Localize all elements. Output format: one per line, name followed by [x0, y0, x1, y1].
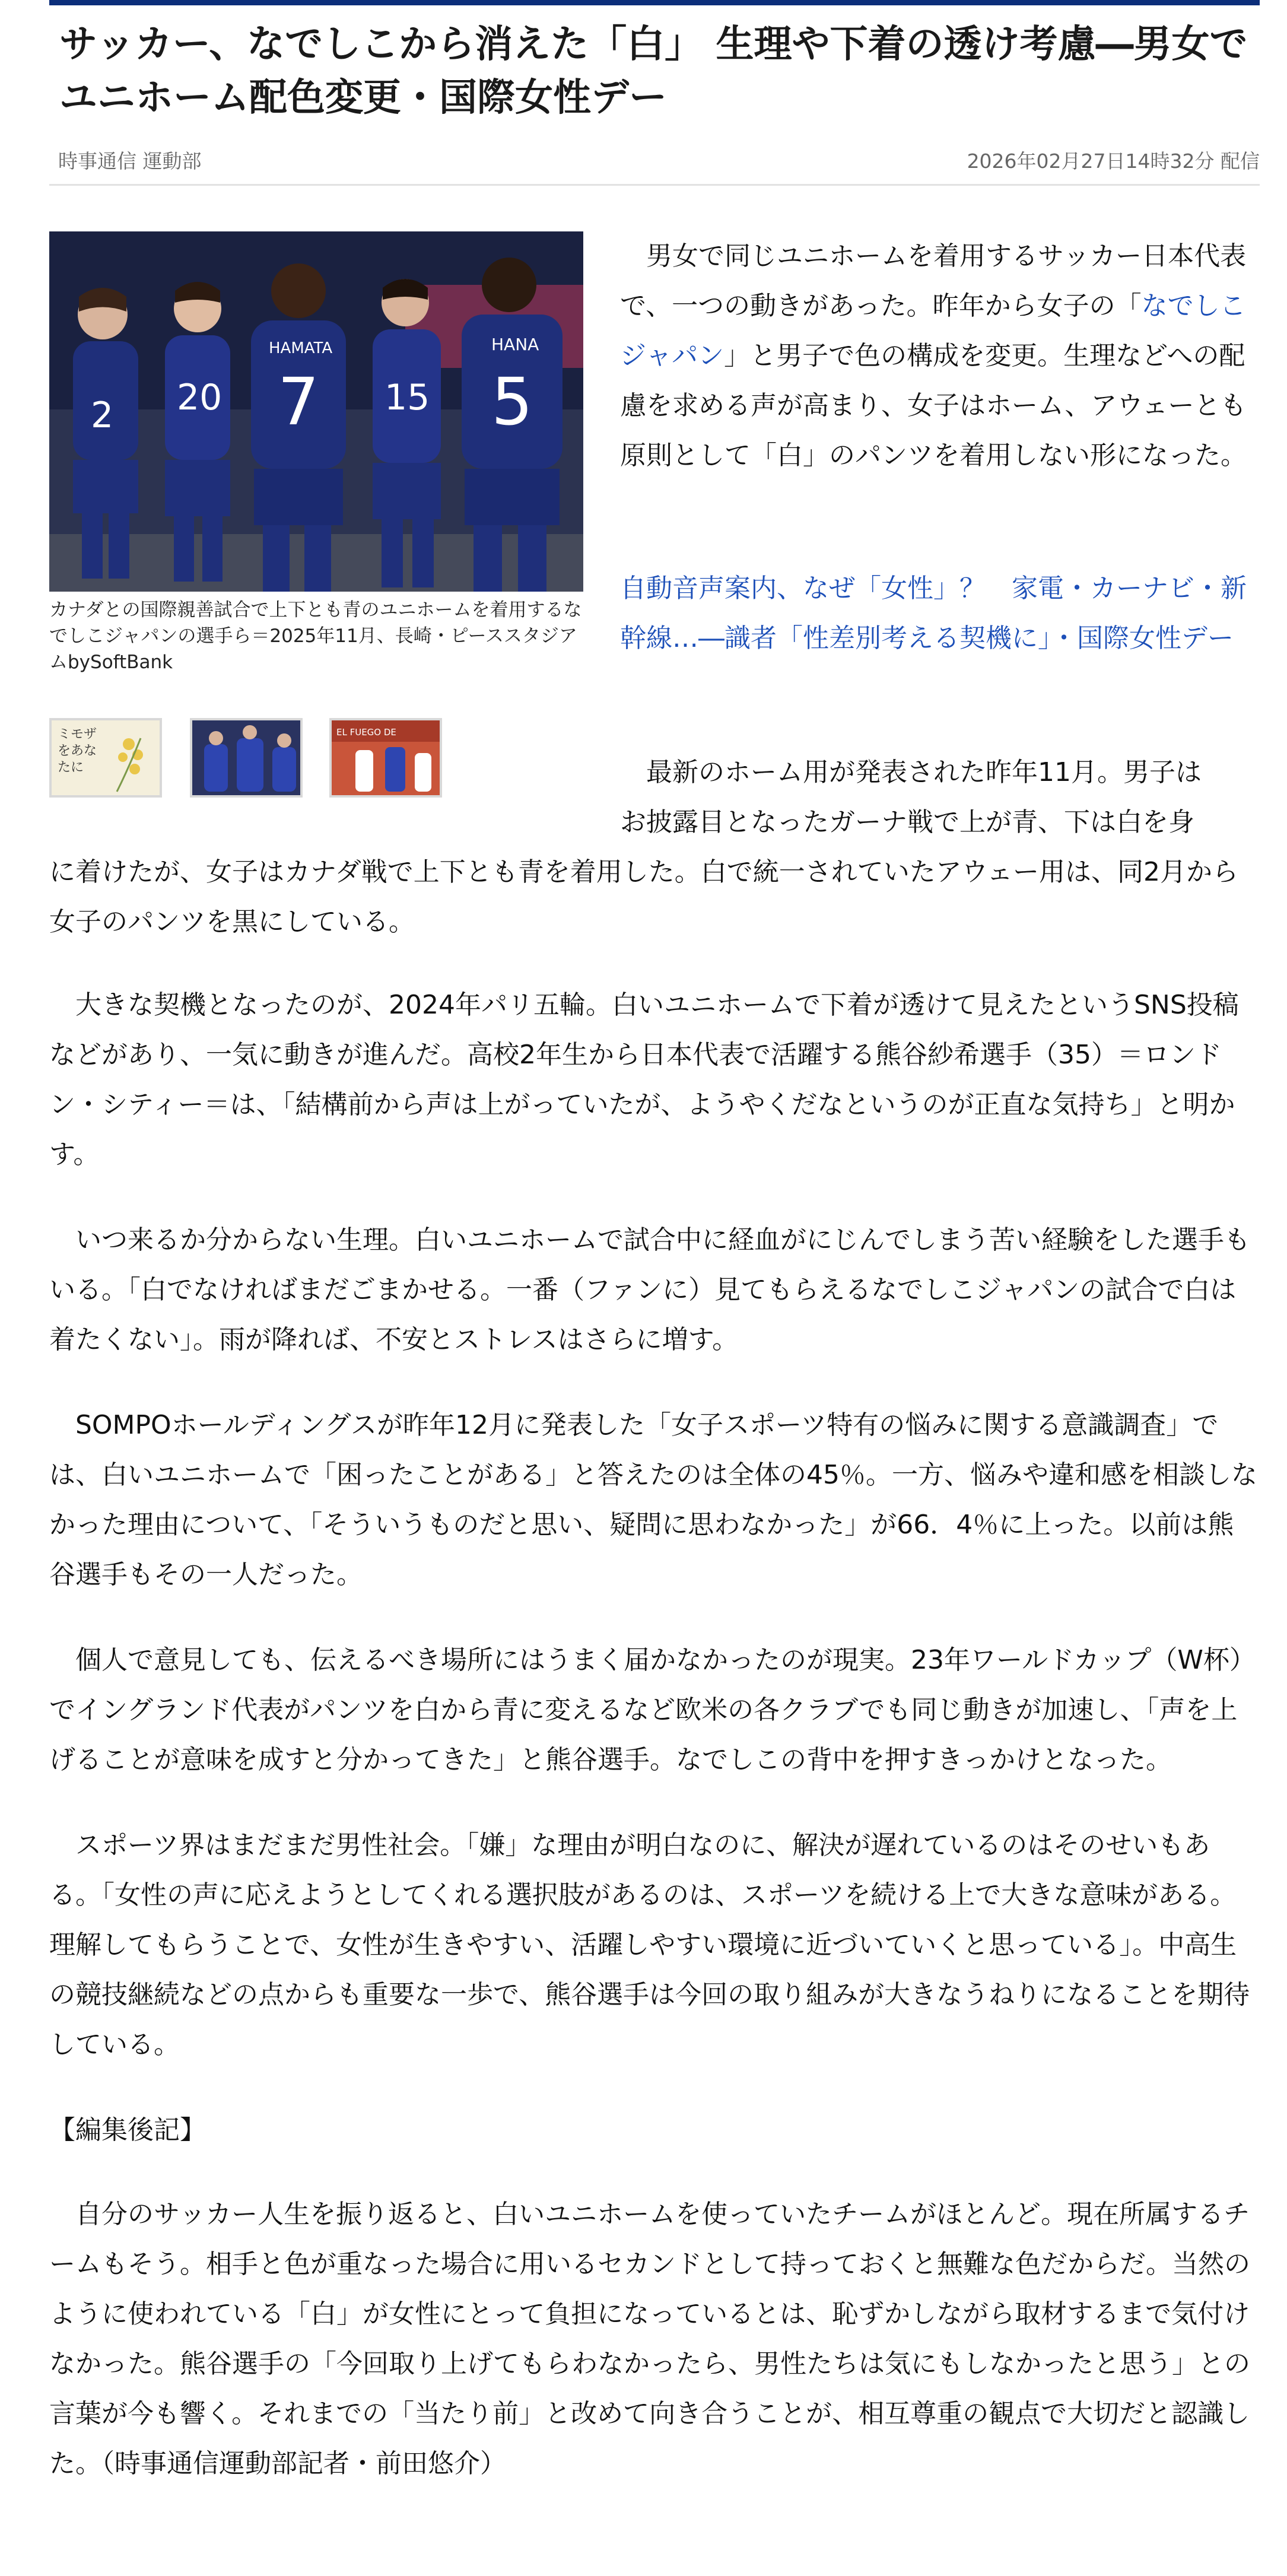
jersey-number-5: 5 — [491, 364, 533, 440]
lead-text-after: 」と男子で色の構成を変更。生理などへの配慮を求める声が高まり、女子はホーム、アウェーとも原則として「白」のパンツを着用しない形になった。 — [620, 341, 1247, 471]
jersey-number-2: 2 — [91, 395, 114, 436]
paragraph-male-society: スポーツ界はまだまだ男性社会。「嫌」な理由が明白なのに、解決が遅れているのはそのせいもある。「女性の声に応えようとしてくれる選択肢があるのは、スポーツを続ける上で大きな意味がある。理解してもらうことで、女性が生きやすい、活躍しやすい環境に近づいていくと思っている」。中高生の競技継続などの点からも重要な一歩で、熊谷選手は今回の取り組みが大きなうねりになることを期待している。 — [49, 1830, 1250, 2060]
jersey-number-20: 20 — [177, 377, 223, 418]
meta-divider — [49, 184, 1260, 186]
related-article-link[interactable]: 自動音声案内、なぜ「女性」？ 家電・カーナビ・新幹線…―識者「性差別考える契機に」・国際女性デー — [620, 573, 1247, 653]
paragraph-menstruation: いつ来るか分からない生理。白いユニホームで試合中に経血がにじんでしまう苦い経験をした選手もいる。「白でなければまだごまかせる。一番（ファンに）見てもらえるなでしこジャパンの試合で白は着たくない」。雨が降れば、不安とストレスはさらに増す。 — [49, 1225, 1250, 1355]
article-meta — [58, 146, 1260, 177]
thumbnail-match-text: EL FUEGO DE — [336, 727, 396, 738]
jersey-name-hamata: HAMATA — [269, 339, 333, 357]
article-headline: サッカー、なでしこから消えた「白」 生理や下着の透け考慮―男女でユニホーム配色変更・国際女性デー — [59, 23, 1248, 120]
jersey-number-15: 15 — [384, 377, 430, 418]
article-date: 2026年02月27日14時32分 配信 — [967, 150, 1260, 173]
jersey-number-7: 7 — [278, 364, 319, 440]
paragraph-line: お披露目となったガーナ戦で上が青、下は白を身 — [620, 807, 1194, 837]
jersey-name-hana: HANA — [491, 335, 539, 354]
thumbnail-mimosa-text: ミモザをあなたに — [58, 727, 97, 775]
editor-note-heading: 【編集後記】 — [49, 2115, 206, 2145]
photo-caption: カナダとの国際親善試合で上下とも青のユニホームを着用するなでしこジャパンの選手ら＝2025年11月、長崎・ピーススタジアムbySoftBank — [49, 599, 582, 673]
article-source: 時事通信 運動部 — [58, 150, 202, 173]
article-body — [49, 980, 1260, 2524]
main-photo[interactable] — [49, 231, 583, 592]
paragraph-line: 最新のホーム用が発表された昨年11月。男子は — [620, 757, 1202, 787]
paragraph-world-cup: 個人で意見しても、伝えるべき場所にはうまく届かなかったのが現実。23年ワールドカップ（W杯）でイングランド代表がパンツを白から青に変えるなど欧米の各クラブでも同じ動きが加速し、「声を上げることが意味を成すと分かってきた」と熊谷選手。なでしこの背中を押すきっかけとなった。 — [49, 1645, 1256, 1775]
paragraph-paris-olympics: 大きな契機となったのが、2024年パリ五輪。白いユニホームで下着が透けて見えたというSNS投稿などがあり、一気に動きが進んだ。高校2年生から日本代表で活躍する熊谷紗希選手（35）＝ロンドン・シティー＝は、「結構前から声は上がっていたが、ようやくだなというのが正直な気持ち」と明かす。 — [49, 990, 1239, 1170]
paragraph-latest-home — [49, 748, 1260, 947]
top-accent-rule — [49, 0, 1260, 5]
nadeshiko-japan-link[interactable]: なでしこジャパン — [620, 291, 1246, 371]
lead-paragraph — [620, 231, 1260, 481]
editor-note-text: 自分のサッカー人生を振り返ると、白いユニホームを使っていたチームがほとんど。現在所属するチームもそう。相手と色が重なった場合に用いるセカンドとして持っておくと無難な色だからだ。当然のように使われている「白」が女性にとって負担になっているとは、恥ずかしながら取材するまで気付けなかった。熊谷選手の「今回取り上げてもらわなかったら、男性たちは気にもしなかったと思う」との言葉が今も響く。それまでの「当たり前」と改めて向き合うことが、相互尊重の観点で大切だと認識した。（時事通信運動部記者・前田悠介） — [49, 2199, 1250, 2479]
paragraph-sompo-survey: SOMPOホールディングスが昨年12月に発表した「女子スポーツ特有の悩みに関する意識調査」では、白いユニホームで「困ったことがある」と答えたのは全体の45％。一方、悩みや違和感を相談しなかった理由について、「そういうものだと思い、疑問に思わなかった」が66．4％に上った。以前は熊谷選手もその一人だった。 — [49, 1410, 1257, 1590]
paragraph-line: に着けたが、女子はカナダ戦で上下とも青を着用した。白で統一されていたアウェー用は、同2月から女子のパンツを黒にしている。 — [49, 857, 1239, 937]
lead-text-before: 男女で同じユニホームを着用するサッカー日本代表で、一つの動きがあった。昨年から女子の「 — [620, 241, 1247, 321]
main-photo-illustration — [49, 231, 583, 592]
